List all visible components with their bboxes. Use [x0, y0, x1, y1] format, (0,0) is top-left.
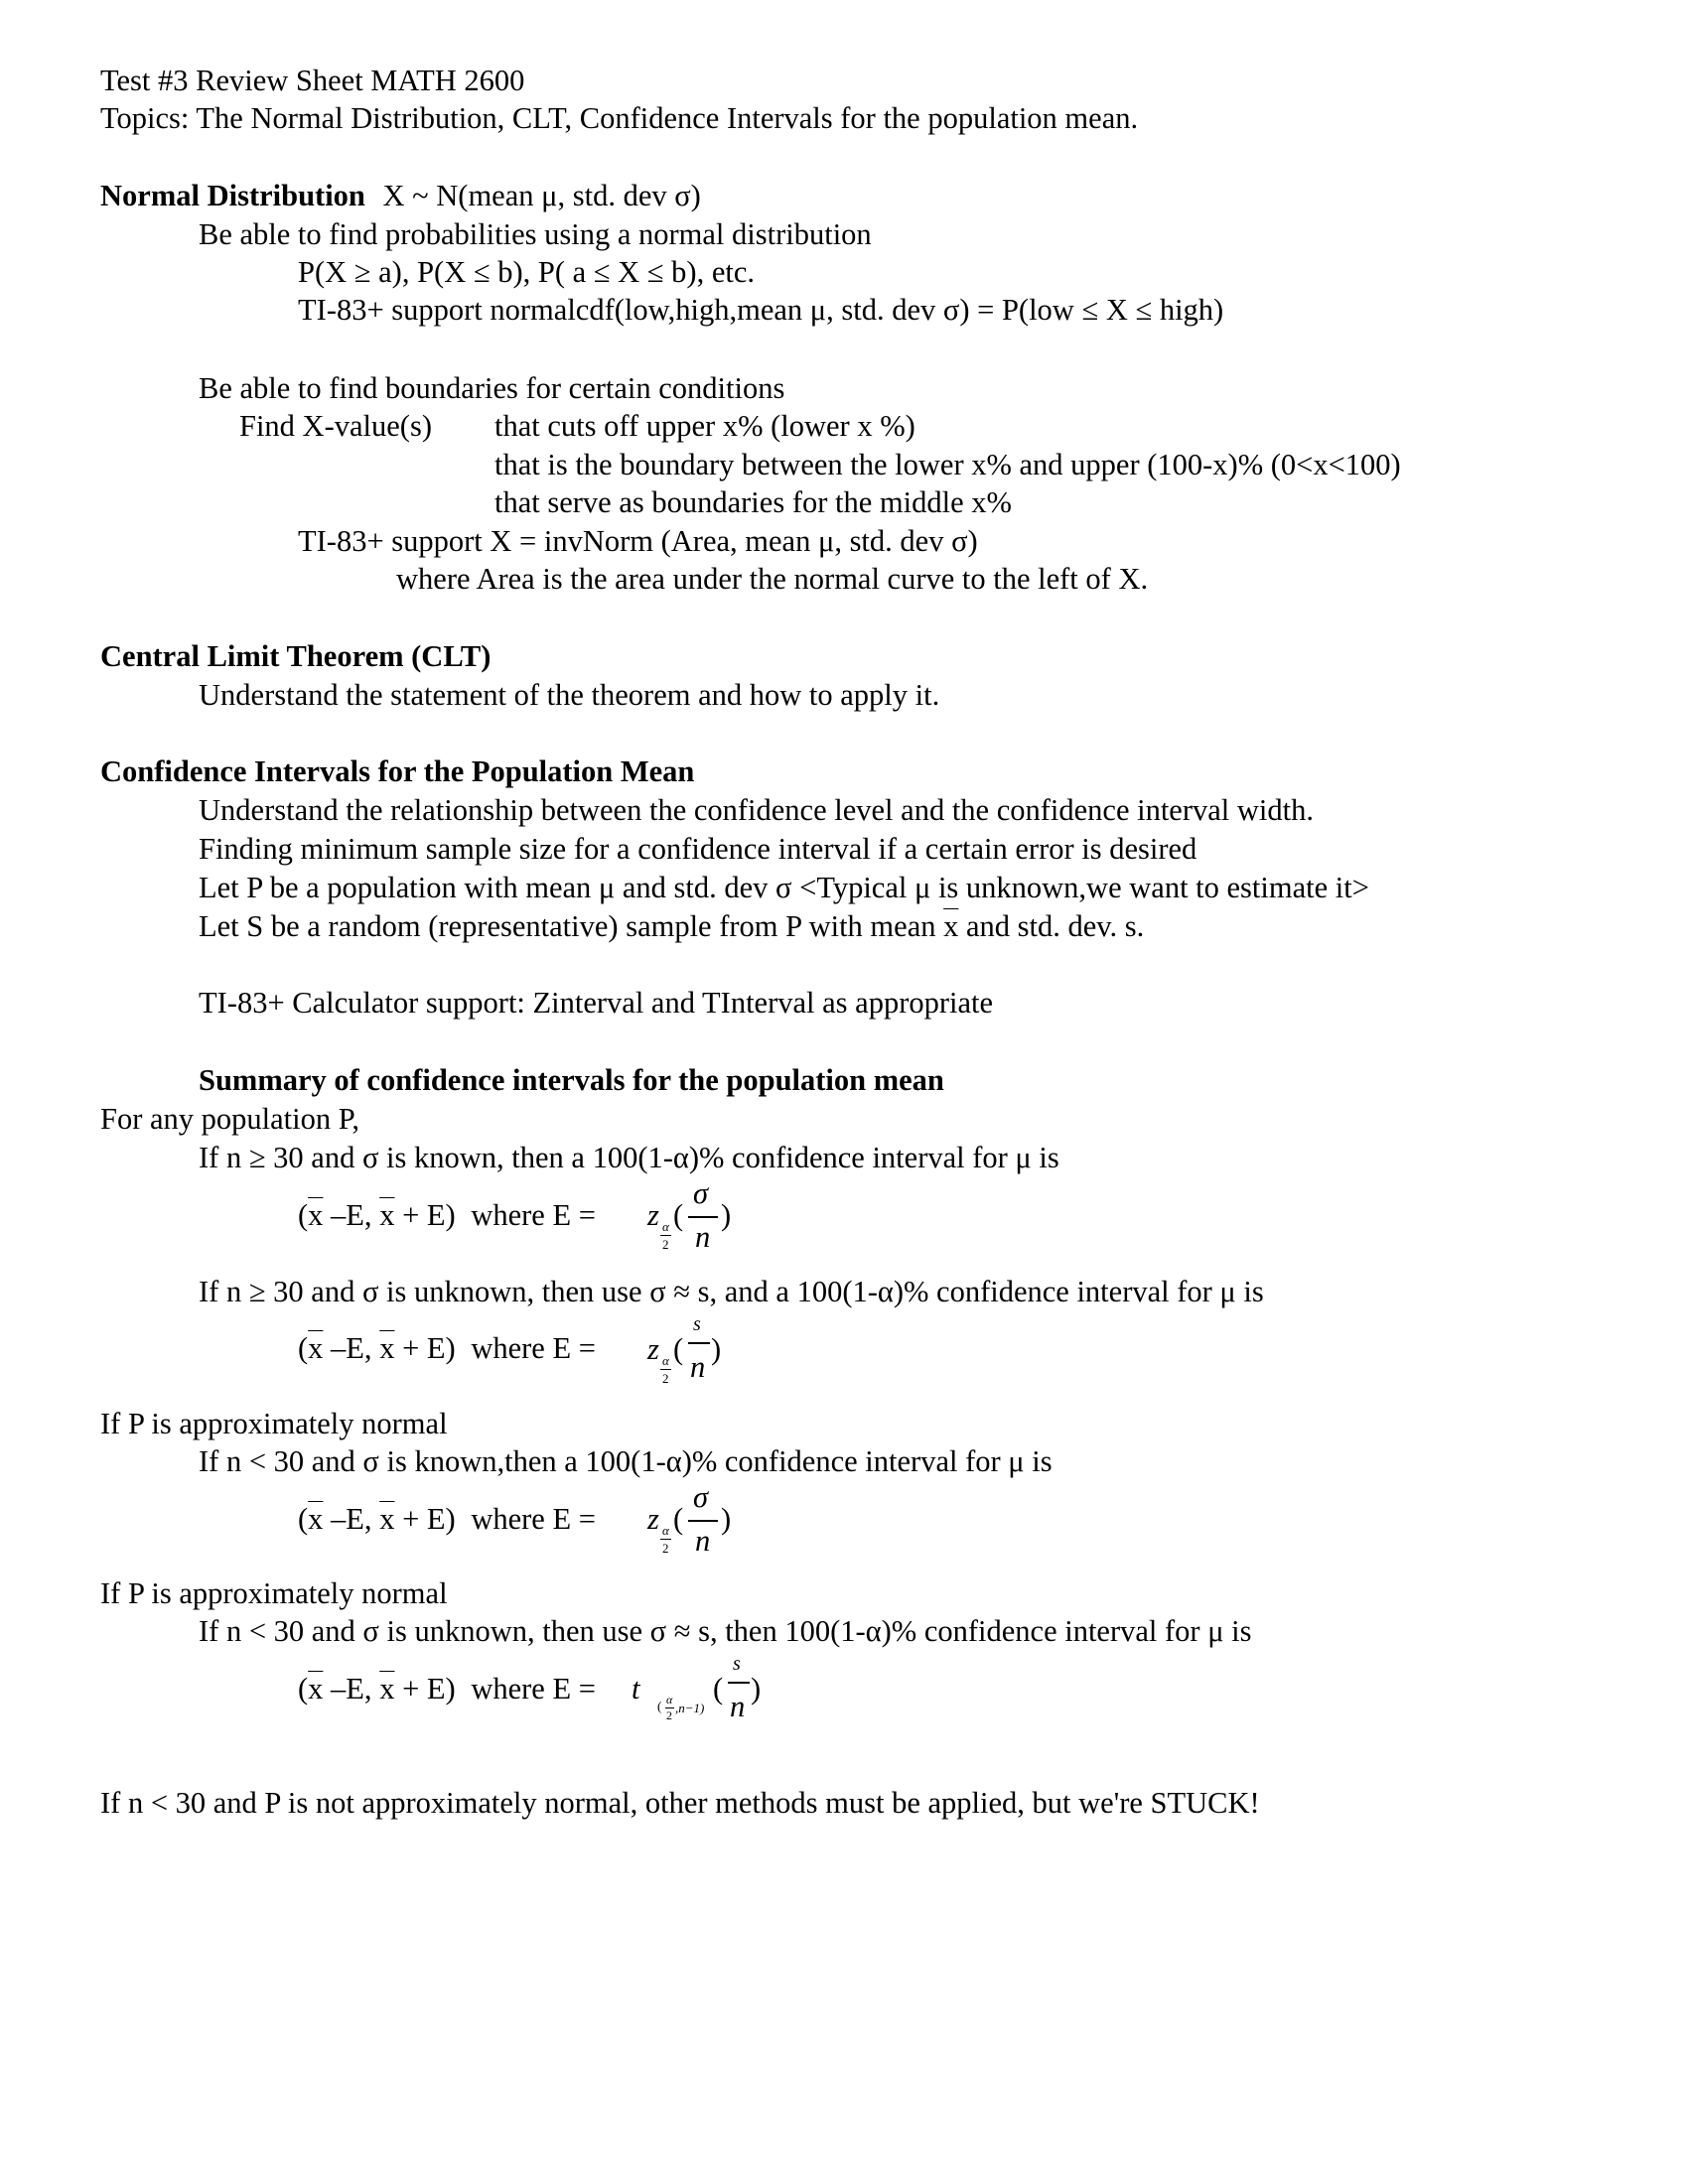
document-title: Test #3 Review Sheet MATH 2600	[100, 64, 525, 97]
formula-2: ($\overline{x}$ –E, $\overline{x} + E$) where E =	[298, 1331, 596, 1365]
ci-line-4: Let S be a random (representative) sample from P with mean $\overline{x}$ and std. dev. s.	[199, 909, 1145, 943]
ci-line-1: Understand the relationship between the confidence level and the confidence interval width.	[199, 793, 1314, 827]
boundary-intro: Be able to find boundaries for certain conditions	[199, 371, 785, 405]
summary-heading: Summary of confidence intervals for the population mean	[199, 1063, 944, 1097]
case-4-text: If n < 30 and σ is unknown, then use σ ≈ s, then 100(1-α)% confidence interval for μ is	[199, 1614, 1252, 1648]
approx-normal-label-1: If P is approximately normal	[100, 1407, 448, 1440]
normal-section	[100, 181, 701, 211]
normal-notation: X ~ N(mean μ, std. dev σ)	[382, 179, 701, 212]
stuck-note: If n < 30 and P is not approximately normal, other methods must be applied, but we're STUCK!	[100, 1786, 1260, 1820]
clt-text: Understand the statement of the theorem and how to apply it.	[199, 678, 940, 712]
invnorm-ti-support: TI-83+ support X = invNorm (Area, mean μ, std. dev σ)	[298, 524, 978, 558]
find-item-3: that serve as boundaries for the middle x%	[494, 485, 1012, 519]
formula-3-rhs: z α 2 ( σ n )	[647, 1480, 732, 1558]
ci-ti-support: TI-83+ Calculator support: Zinterval and TInterval as appropriate	[199, 986, 994, 1020]
approx-normal-label-2: If P is approximately normal	[100, 1576, 448, 1610]
formula-1-rhs: z α 2 ( σ n )	[647, 1176, 732, 1254]
formula-3: ($\overline{x}$ –E, $\overline{x} + E$) where E =	[298, 1502, 596, 1536]
formula-2-rhs: z α 2 ( s n )	[647, 1313, 722, 1386]
invnorm-note: where Area is the area under the normal curve to the left of X.	[396, 562, 1149, 596]
normal-heading: Normal Distribution	[100, 179, 365, 212]
case-1-text: If n ≥ 30 and σ is known, then a 100(1-α)% confidence interval for μ is	[199, 1141, 1059, 1174]
any-population-label: For any population P,	[100, 1102, 359, 1136]
xbar-symbol: $\overline{x}$	[943, 909, 959, 943]
clt-heading: Central Limit Theorem (CLT)	[100, 639, 492, 673]
case-3-text: If n < 30 and σ is known,then a 100(1-α)% confidence interval for μ is	[199, 1444, 1053, 1478]
find-item-2: that is the boundary between the lower x% and upper (100-x)% (0<x<100)	[494, 448, 1401, 481]
find-label: Find X-value(s)	[239, 409, 432, 443]
prob-ti-support: TI-83+ support normalcdf(low,high,mean μ, std. dev σ) = P(low ≤ X ≤ high)	[298, 293, 1224, 327]
formula-4-rhs: t ( α 2 ,n−1) ( s n )	[632, 1653, 762, 1723]
find-item-1: that cuts off upper x% (lower x %)	[494, 409, 915, 443]
formula-1: ($\overline{x}$ –E, $\overline{x} + E$) where E =	[298, 1198, 596, 1232]
topics-line: Topics: The Normal Distribution, CLT, Confidence Intervals for the population mean.	[100, 101, 1139, 135]
case-2-text: If n ≥ 30 and σ is unknown, then use σ ≈ s, and a 100(1-α)% confidence interval for μ is	[199, 1275, 1264, 1308]
ci-line-2: Finding minimum sample size for a confidence interval if a certain error is desired	[199, 832, 1197, 866]
prob-intro: Be able to find probabilities using a normal distribution	[199, 217, 872, 251]
formula-4: ($\overline{x}$ –E, $\overline{x} + E$) where E =	[298, 1672, 596, 1706]
ci-heading: Confidence Intervals for the Population Mean	[100, 754, 695, 788]
prob-examples: P(X ≥ a), P(X ≤ b), P( a ≤ X ≤ b), etc.	[298, 255, 755, 289]
ci-line-3: Let P be a population with mean μ and std. dev σ <Typical μ is unknown,we want to estimate it>	[199, 871, 1369, 904]
